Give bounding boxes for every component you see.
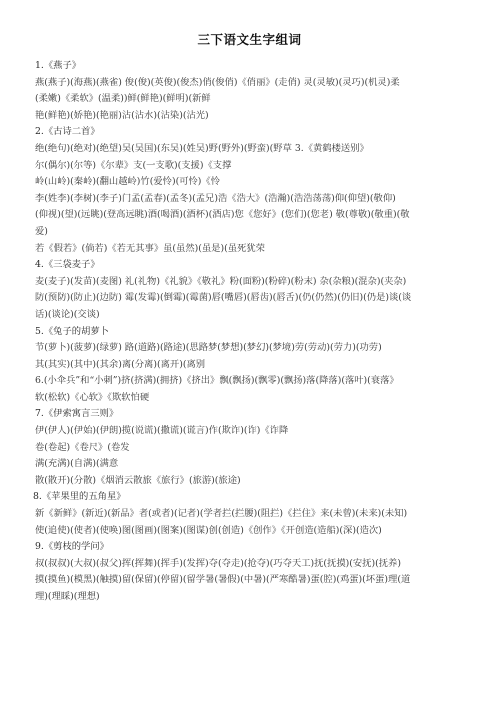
word-line: 尔(偶尔)(尔等)《尔辈》支(一支歌)(支援)《支撑 xyxy=(35,159,232,171)
lesson-heading: 1.《燕子》 xyxy=(35,60,82,71)
word-line: (仰视)(望)(远眺)(登高远眺)酒(喝酒)(酒杯)(酒店)您《您好》(您们)(您老) 敬(尊敬)(敬重)(敬 xyxy=(35,209,410,221)
word-line: 其(其实)(其中)(其余)离(分离)(离开)(离别 xyxy=(35,358,206,370)
word-line: 李(姓李)(李树)(李子)门孟(孟春)(孟冬)(孟兄)浩《浩大》(浩瀚)(浩浩荡荡)仰(仰望)(敬仰) xyxy=(35,192,396,204)
word-line: 伊(伊人)(伊始)(伊朗)揽(说谎)(撒谎)(谎言)作(欺诈)(诈)《诈降 xyxy=(35,425,289,437)
lesson-heading: 2.《古诗二首》 xyxy=(35,126,100,138)
word-line: 节(萝卜)(菠萝)(绿萝) 路(道路)(路途)(思路梦(梦想)(梦幻)(梦境)劳(劳动)(劳力)(功劳) xyxy=(35,342,382,354)
word-line: 理)(理睬)(理想) xyxy=(35,591,100,602)
word-line: 软(松软)《心软》《欺软怕硬 xyxy=(35,391,150,403)
word-line: 话)(谈论)(交谈) xyxy=(35,308,100,320)
word-line: 防(预防)(防止)(边防) 霉(发霉)(倒霉)(霉菌)唇(嘴唇)(唇齿)(唇舌)(仍(仍然)(仍旧)(仍是)谈(谈 xyxy=(35,292,412,304)
page-title: 三下语文生字组词 xyxy=(197,32,302,47)
word-line: (柔嫩)《柔软》(温柔))鲜(鲜艳)(鲜明)(新鲜 xyxy=(35,93,211,105)
word-line: 使(追使)(使者)(使唤)图(图画)(图案)(图谋)创(创造)《创作》《开创造(造船)(深)(造次) xyxy=(35,524,382,536)
lesson-heading: 8.《苹果里的五角星》 xyxy=(33,491,126,503)
word-line: 绝(绝句)(绝对)(绝望)吴(吴国)(东吴)(姓吴)野(野外)(野蛮)(野草 3.《黄鹤楼送别》 xyxy=(35,142,369,154)
word-line: 散(散开)(分散)《烟消云散旅《旅行》(旅游)(旅途) xyxy=(35,474,241,486)
word-line: 摸(摸鱼)(模黑)(触摸)留(保留)(停留)(留学暑(暑假)(中暑)(严寒酷暑)蛋(腔)(鸡蛋)(坏蛋)理(道 xyxy=(35,574,411,586)
word-line: 爱) xyxy=(35,225,48,237)
word-line: 6.(小伞兵”和“小刺”)挤(挤满)(拥挤)《挤出》飘(飘扬)(飘零)(飘扬)落(降落)(落叶)(衰落》 xyxy=(35,375,399,387)
document-body xyxy=(33,58,466,606)
word-line: 岭(山岭)(秦岭)(翻山越岭)竹(爱怜)(可怜)《怜 xyxy=(35,176,221,188)
word-line: 满(充满)(自满)(满意 xyxy=(35,458,119,470)
word-line: 艳(鲜艳)(娇艳)(艳丽)沾(沾水)(沾染)(沾光) xyxy=(35,109,209,121)
word-line: 燕(燕子)(海燕)(燕雀) 俊(俊)(英俊)(俊杰)俏(俊俏)《俏丽》(走俏) 灵(灵敏)(灵巧)(机灵)柔 xyxy=(35,76,400,88)
word-line: 卷(卷起)《卷尺》(卷发 xyxy=(35,441,130,453)
lesson-heading: 4.《三袋麦子》 xyxy=(35,259,100,271)
lesson-heading: 7.《伊索寓言三则》 xyxy=(35,408,119,420)
word-line: 麦(麦子)(发苗)(麦图) 礼(礼物)《礼貌》《敬礼》粉(面粉)(粉碎)(粉末) 杂(杂粮)(混杂)(夹杂) xyxy=(35,275,407,287)
word-line: 叔(叔叔)(大叔)(叔父)挥(挥舞)(挥手)(发挥)夺(夺走)(抢夺)(巧夺天工)抚(抚摸)(安抚)(抚养) xyxy=(35,557,401,569)
word-line: 若《假若》(倘若)《若无其事》虽(虽然)(虽是)(虽死犹荣 xyxy=(35,242,265,254)
lesson-heading: 9.《剪枝的学问》 xyxy=(35,541,109,553)
word-line: 新《新鲜》(新近)(新品》者(或者)(记者)(学者拦(拦腰)(阻拦)《拦住》来(未曾)(未来)(未知) xyxy=(35,508,408,520)
lesson-heading: 5.《兔子的胡萝卜 xyxy=(35,325,109,337)
